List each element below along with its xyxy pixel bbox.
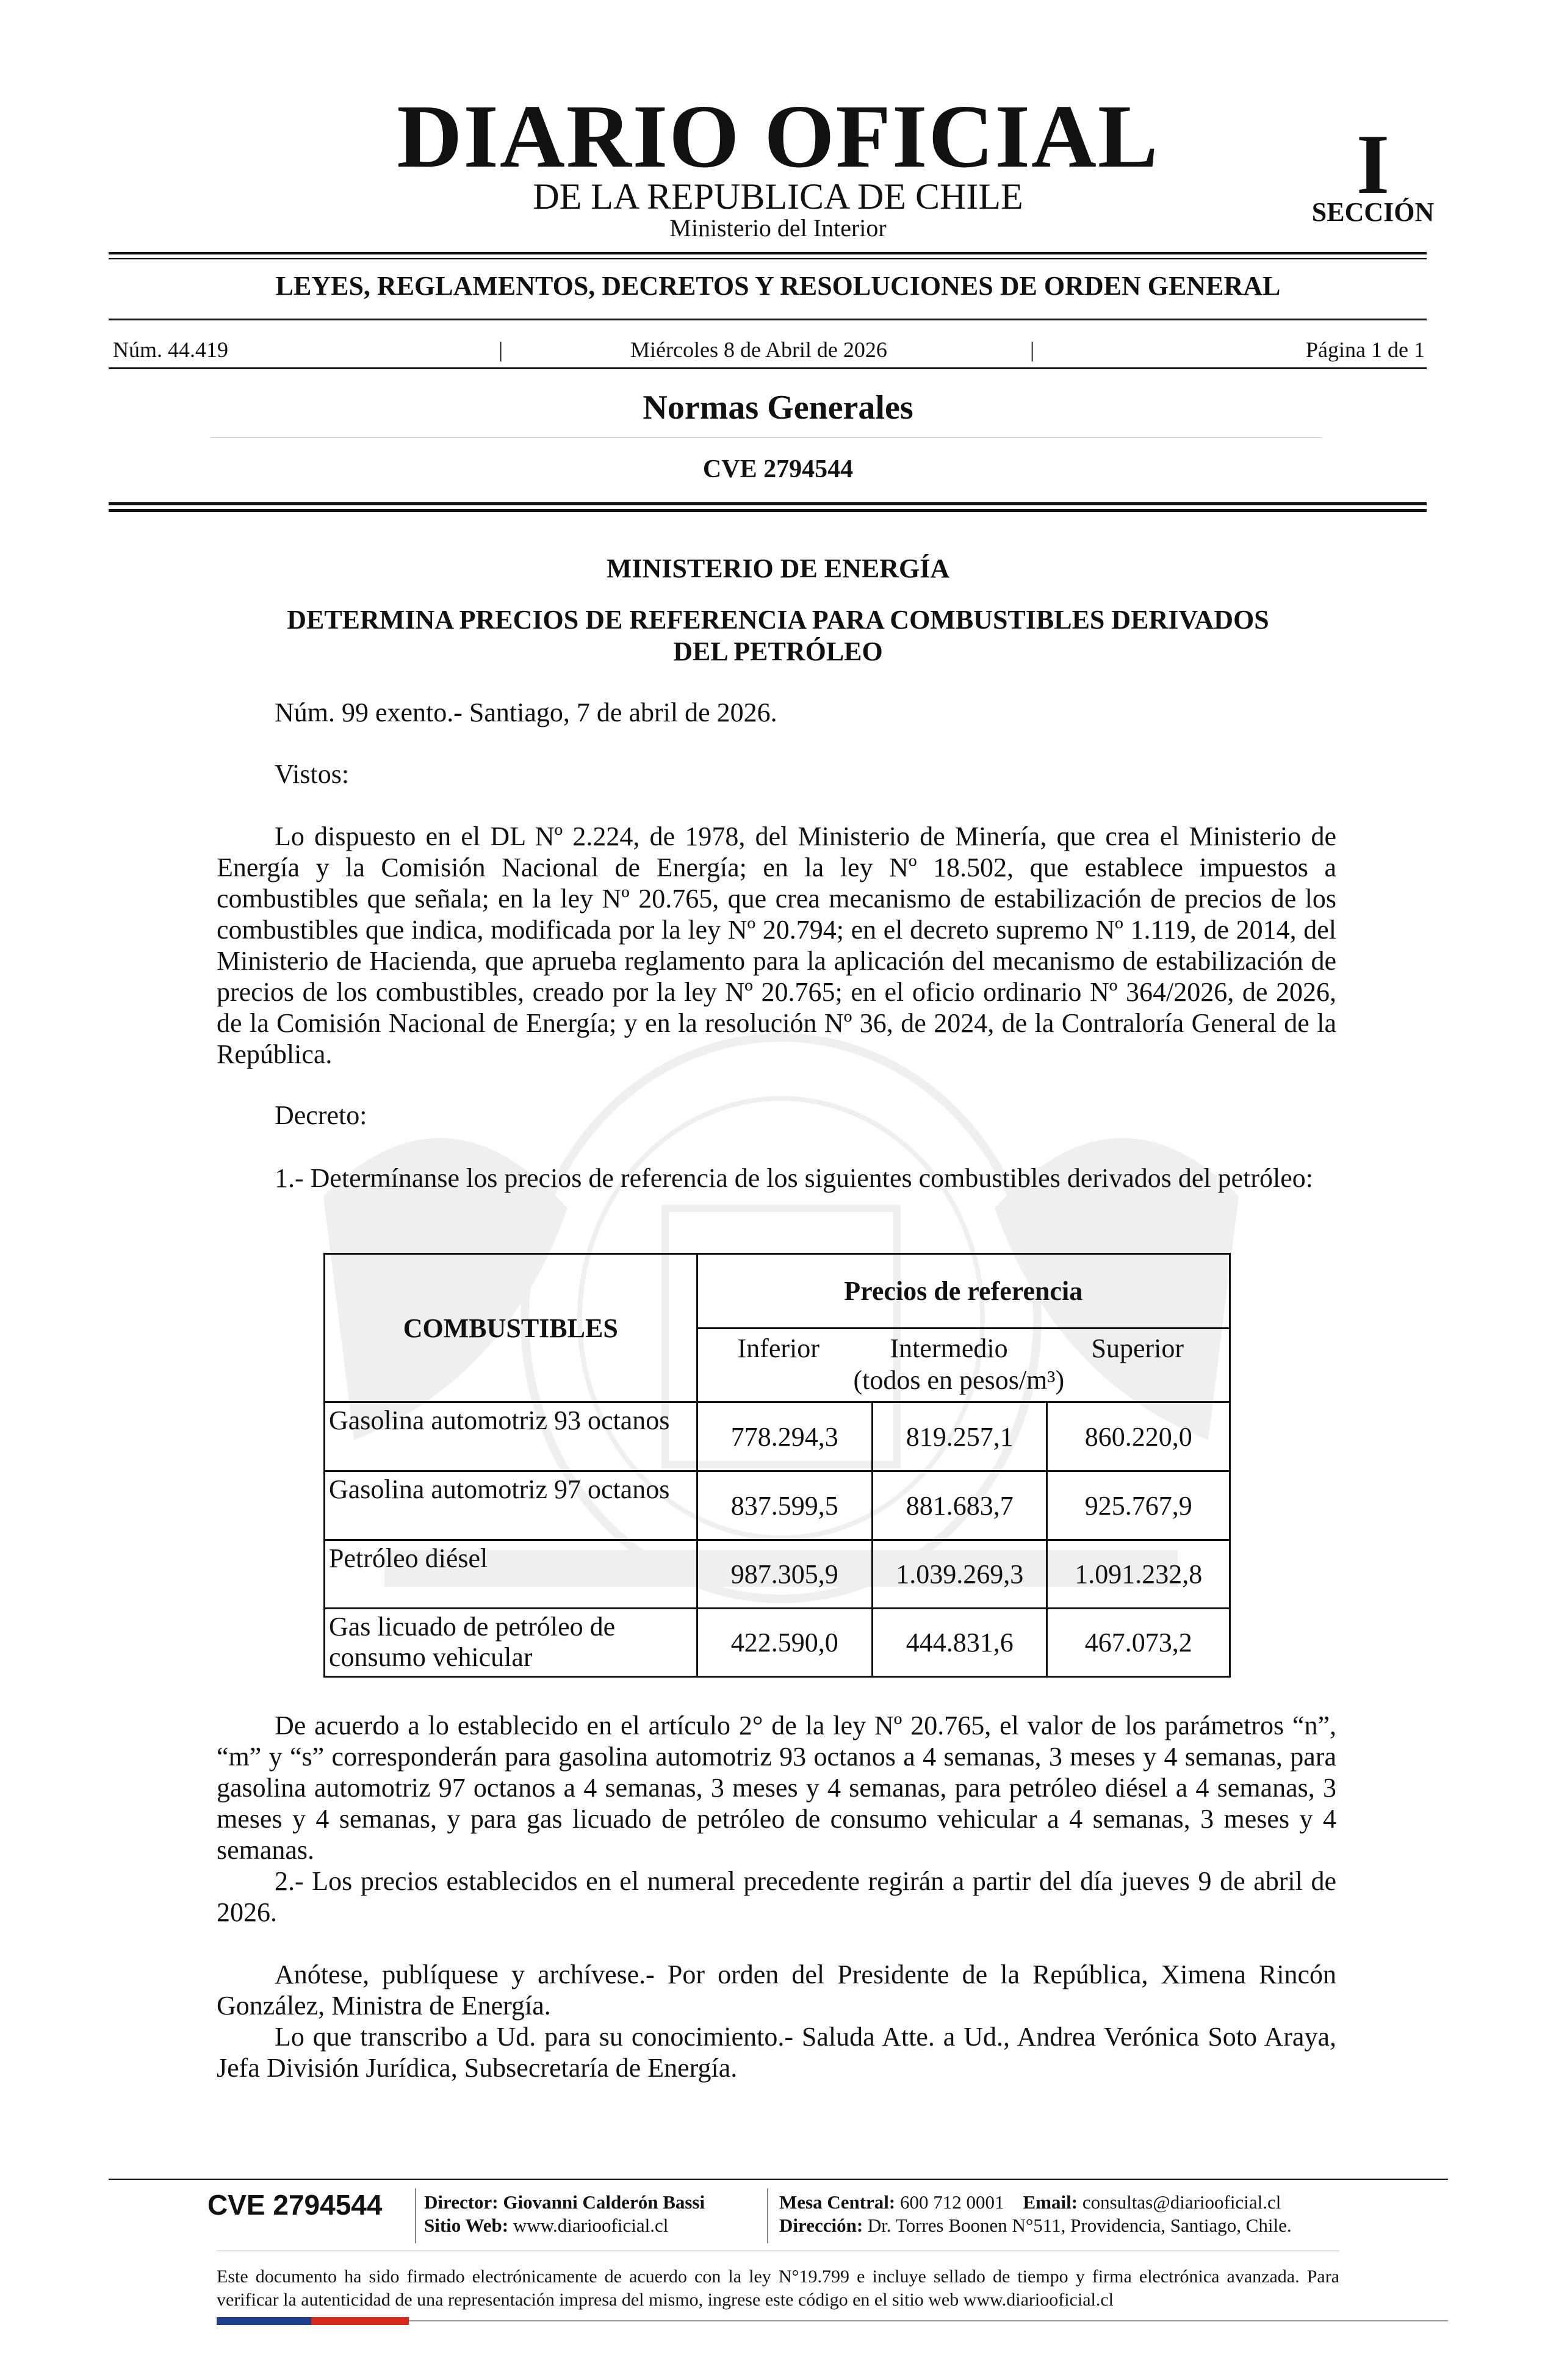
address-label: Dirección: bbox=[779, 2215, 863, 2236]
closing-paragraph-1: Anótese, publíquese y archívese.- Por orden del Presidente de la República, Ximena Rincón González, Ministra de Energía. bbox=[217, 1960, 1336, 2021]
cve-rule-2 bbox=[109, 509, 1427, 512]
parameters-paragraph: De acuerdo a lo establecido en el artículo 2° de la ley Nº 20.765, el valor de los parámetros “n”, “m” y “s” corresponderán para gasolina automotriz 93 octanos a 4 semanas, 3 meses y 4 semanas, para gasolina automotriz 97 octanos a 4 semanas, 3 meses y 4 semanas, para petróleo diésel a 4 semanas, 3 meses y 4 semanas, y para gas licuado de petróleo de consumo vehicular a 4 semanas, 3 meses y 4 semanas. bbox=[217, 1711, 1336, 1865]
table-row bbox=[325, 1540, 1230, 1609]
table-row bbox=[325, 1471, 1230, 1540]
category-rule bbox=[109, 319, 1427, 320]
subheader-intermedio: Intermedio bbox=[890, 1333, 1008, 1363]
subheader-inferior: Inferior bbox=[737, 1333, 819, 1363]
phone-label: Mesa Central: bbox=[779, 2191, 896, 2213]
masthead-ministry: Ministerio del Interior bbox=[669, 214, 887, 242]
fuel-name: Petróleo diésel bbox=[325, 1540, 697, 1609]
price-inferior: 778.294,3 bbox=[697, 1402, 872, 1471]
decree-number-line: Núm. 99 exento.- Santiago, 7 de abril de 2026. bbox=[275, 698, 777, 727]
price-intermedio: 444.831,6 bbox=[872, 1609, 1047, 1677]
section-title: Normas Generales bbox=[643, 389, 913, 427]
table-row bbox=[325, 1402, 1230, 1471]
article-2: 2.- Los precios establecidos en el numeral precedente regirán a partir del día jueves 9 de abril de 2026. bbox=[217, 1866, 1336, 1927]
price-inferior: 987.305,9 bbox=[697, 1540, 872, 1609]
decree-title bbox=[183, 604, 1373, 668]
article-1: 1.- Determínanse los precios de referencia de los siguientes combustibles derivados del petróleo: bbox=[275, 1163, 1314, 1193]
price-subheader bbox=[697, 1329, 1230, 1402]
price-intermedio: 819.257,1 bbox=[872, 1402, 1047, 1471]
section-label: SECCIÓN bbox=[1311, 197, 1435, 227]
director-label: Director: bbox=[424, 2191, 499, 2213]
table-row bbox=[325, 1609, 1230, 1677]
decree-ministry: MINISTERIO DE ENERGÍA bbox=[606, 554, 950, 583]
masthead-subtitle: DE LA REPUBLICA DE CHILE bbox=[533, 176, 1023, 217]
price-superior: 1.091.232,8 bbox=[1047, 1540, 1230, 1609]
cve-rule-1 bbox=[109, 502, 1427, 505]
price-inferior: 422.590,0 bbox=[697, 1609, 872, 1677]
masthead-title: DIARIO OFICIAL bbox=[397, 87, 1159, 187]
vistos-paragraph: Lo dispuesto en el DL Nº 2.224, de 1978, del Ministerio de Minería, que crea el Ministerio de Energía y la Comisión Nacional de Energía; en la ley Nº 18.502, que establece impuestos a combustibles que señala; en la ley Nº 20.765, que crea mecanismo de estabilización de precios de los combustibles que indica, modificada por la ley Nº 20.794; en el decreto supremo Nº 1.119, de 2014, del Ministerio de Hacienda, que aprueba reglamento para la aplicación del mecanismo de estabilización de precios de los combustibles, creado por la ley Nº 20.765; en el oficio ordinario Nº 364/2026, de 2026, de la Comisión Nacional de Energía; y en la resolución Nº 36, de 2024, de la Contraloría General de la República. bbox=[217, 821, 1336, 1069]
price-inferior: 837.599,5 bbox=[697, 1471, 872, 1540]
fuel-name: Gasolina automotriz 97 octanos bbox=[325, 1471, 697, 1540]
issue-meta-row bbox=[113, 334, 1425, 365]
web-label: Sitio Web: bbox=[424, 2215, 509, 2236]
column-header-prices: Precios de referencia bbox=[697, 1254, 1230, 1329]
fuel-name: Gas licuado de petróleo de consumo vehicular bbox=[325, 1609, 697, 1677]
footer-rule-top bbox=[109, 2179, 1448, 2180]
subheader-superior: Superior bbox=[1091, 1333, 1184, 1363]
footer-website-link[interactable]: www.diariooficial.cl bbox=[513, 2215, 669, 2236]
footer-email-link[interactable]: consultas@diariooficial.cl bbox=[1082, 2191, 1281, 2213]
director-name: Giovanni Calderón Bassi bbox=[503, 2191, 705, 2213]
closing-paragraph-2: Lo que transcribo a Ud. para su conocimiento.- Saluda Atte. a Ud., Andrea Verónica Soto Araya, Jefa División Jurídica, Subsecretaría de Energía. bbox=[217, 2022, 1336, 2083]
decree-title-line-1: DETERMINA PRECIOS DE REFERENCIA PARA COMBUSTIBLES DERIVADOS bbox=[287, 605, 1269, 635]
decreto-label: Decreto: bbox=[275, 1100, 367, 1130]
footer-divider-1 bbox=[415, 2188, 416, 2243]
address-text: Dr. Torres Boonen N°511, Providencia, Santiago, Chile. bbox=[867, 2215, 1292, 2236]
flag-stripe-red bbox=[311, 2317, 409, 2325]
section-number: I bbox=[1356, 117, 1390, 212]
flag-stripe-blue bbox=[217, 2317, 311, 2325]
header-rule-top bbox=[109, 252, 1427, 254]
issue-date: Miércoles 8 de Abril de 2026 bbox=[630, 337, 887, 362]
vistos-label: Vistos: bbox=[275, 759, 350, 789]
section-title-rule bbox=[211, 437, 1321, 438]
page-indicator: Página 1 de 1 bbox=[1306, 337, 1425, 362]
fuel-name: Gasolina automotriz 93 octanos bbox=[325, 1402, 697, 1471]
meta-separator-2: | bbox=[1030, 337, 1035, 362]
price-intermedio: 1.039.269,3 bbox=[872, 1540, 1047, 1609]
meta-separator-1: | bbox=[499, 337, 503, 362]
price-intermedio: 881.683,7 bbox=[872, 1471, 1047, 1540]
footer-cve-code: CVE 2794544 bbox=[207, 2189, 383, 2221]
footer-director-block bbox=[424, 2191, 766, 2237]
price-superior: 860.220,0 bbox=[1047, 1402, 1230, 1471]
reference-price-table bbox=[323, 1253, 1231, 1678]
footer-contact-block bbox=[779, 2191, 1389, 2237]
phone-number: 600 712 0001 bbox=[900, 2191, 1004, 2213]
issue-number: Núm. 44.419 bbox=[113, 337, 228, 362]
category-line: LEYES, REGLAMENTOS, DECRETOS Y RESOLUCIONES DE ORDEN GENERAL bbox=[275, 271, 1281, 301]
price-superior: 925.767,9 bbox=[1047, 1471, 1230, 1540]
footer-divider-2 bbox=[767, 2188, 768, 2243]
footer-rule-bottom bbox=[409, 2320, 1448, 2321]
meta-rule bbox=[109, 367, 1427, 369]
email-label: Email: bbox=[1023, 2191, 1078, 2213]
footer-legal-notice: Este documento ha sido firmado electrónicamente de acuerdo con la ley N°19.799 e incluye sellado de tiempo y firma electrónica avanzada. Para verificar la autenticidad de una representación impresa del mismo, ingrese este código en el sitio web www.diariooficial.cl bbox=[217, 2266, 1339, 2310]
decree-title-line-2: DEL PETRÓLEO bbox=[673, 636, 883, 666]
units-note: (todos en pesos/m³) bbox=[853, 1365, 1065, 1395]
cve-code: CVE 2794544 bbox=[702, 455, 854, 483]
price-superior: 467.073,2 bbox=[1047, 1609, 1230, 1677]
header-rule-top-thin bbox=[109, 258, 1427, 259]
column-header-fuel: COMBUSTIBLES bbox=[325, 1254, 697, 1402]
